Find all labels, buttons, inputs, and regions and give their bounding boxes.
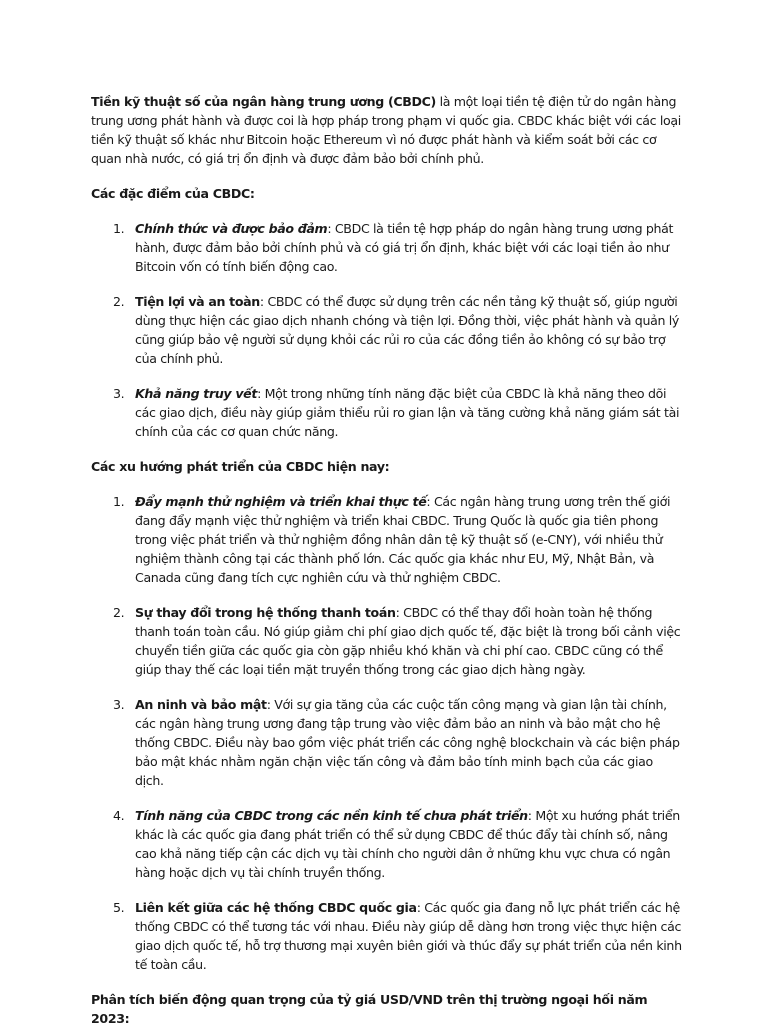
intro-term: Tiền kỹ thuật số của ngân hàng trung ương (CBDC)	[91, 94, 436, 109]
intro-text: là một loại tiền tệ điện tử do ngân hàng trung ương phát hành và được coi là hợp pháp trong phạm vi quốc gia. CBDC khác biệt với các loại tiền kỹ thuật số khác như Bitcoin hoặc Ethereum vì nó được phát hành và kiểm soát bởi các cơ quan nhà nước, có giá trị ổn định và được đảm bảo bởi chính phủ.	[91, 94, 681, 166]
list-item-text: : Một xu hướng phát triển khác là các quốc gia đang phát triển có thể sử dụng CBDC để thúc đẩy tài chính số, nâng cao khả năng tiếp cận các dịch vụ tài chính cho người dân ở những khu vực chưa có ngân hàng hoặc dịch vụ tài chính truyền thống.	[135, 808, 680, 880]
list-item-term: Liên kết giữa các hệ thống CBDC quốc gia	[135, 900, 417, 915]
list-number: 2.	[113, 294, 125, 309]
list-item	[91, 492, 684, 587]
trends-list	[91, 492, 684, 974]
list-number: 3.	[113, 697, 125, 712]
section-heading-characteristics: Các đặc điểm của CBDC:	[91, 186, 255, 201]
list-item-term: Sự thay đổi trong hệ thống thanh toán	[135, 605, 396, 620]
list-number: 5.	[113, 900, 125, 915]
list-item-term: An ninh và bảo mật	[135, 697, 267, 712]
list-item-term: Đẩy mạnh thử nghiệm và triển khai thực tế	[135, 494, 427, 509]
list-item-term: Chính thức và được bảo đảm	[135, 221, 328, 236]
list-number: 1.	[113, 494, 125, 509]
list-item	[91, 603, 684, 679]
list-number: 2.	[113, 605, 125, 620]
list-number: 1.	[113, 221, 125, 236]
list-item-text: : CBDC có thể thay đổi hoàn toàn hệ thống thanh toán toàn cầu. Nó giúp giảm chi phí giao dịch quốc tế, đặc biệt là trong bối cảnh việc chuyển tiền giữa các quốc gia còn gặp nhiều khó khăn và chi phí cao. CBDC cũng có thể giúp thay thế các loại tiền mặt truyền thống trong các giao dịch hàng ngày.	[135, 605, 681, 677]
list-item	[91, 292, 684, 368]
list-number: 3.	[113, 386, 125, 401]
list-item-text: : Với sự gia tăng của các cuộc tấn công mạng và gian lận tài chính, các ngân hàng trung ương đang tập trung vào việc đảm bảo an ninh và bảo mật cho hệ thống CBDC. Điều này bao gồm việc phát triển các công nghệ blockchain và các biện pháp bảo mật khác nhằm ngăn chặn việc tấn công và đảm bảo tính minh bạch của các giao dịch.	[135, 697, 680, 788]
list-item	[91, 384, 684, 441]
list-item-text: : Một trong những tính năng đặc biệt của CBDC là khả năng theo dõi các giao dịch, điều này giúp giảm thiểu rủi ro gian lận và tăng cường khả năng giám sát tài chính của các cơ quan chức năng.	[135, 386, 680, 439]
list-item-text: : Các quốc gia đang nỗ lực phát triển các hệ thống CBDC có thể tương tác với nhau. Điều này giúp dễ dàng hơn trong việc thực hiện các giao dịch quốc tế, hỗ trợ thương mại xuyên biên giới và thúc đẩy sự phát triển của nền kinh tế toàn cầu.	[135, 900, 682, 972]
list-item	[91, 695, 684, 790]
list-number: 4.	[113, 808, 125, 823]
list-item-text: : CBDC là tiền tệ hợp pháp do ngân hàng trung ương phát hành, được đảm bảo bởi chính phủ và có giá trị ổn định, khác biệt với các loại tiền ảo như Bitcoin vốn có tính biến động cao.	[135, 221, 674, 274]
list-item	[91, 898, 684, 974]
section-heading-usd-vnd: Phân tích biến động quan trọng của tỷ giá USD/VND trên thị trường ngoại hối năm 2023:	[91, 992, 648, 1026]
list-item-term: Khả năng truy vết	[135, 386, 258, 401]
section-heading-trends: Các xu hướng phát triển của CBDC hiện nay:	[91, 459, 390, 474]
list-item	[91, 219, 684, 276]
list-item-term: Tiện lợi và an toàn	[135, 294, 260, 309]
list-item-text: : CBDC có thể được sử dụng trên các nền tảng kỹ thuật số, giúp người dùng thực hiện các giao dịch nhanh chóng và tiện lợi. Đồng thời, việc phát hành và quản lý cũng giúp bảo vệ người sử dụng khỏi các rủi ro của các đồng tiền ảo không có sự bảo trợ của chính phủ.	[135, 294, 679, 366]
intro-paragraph	[91, 92, 684, 168]
list-item-term: Tính năng của CBDC trong các nền kinh tế chưa phát triển	[135, 808, 528, 823]
characteristics-list	[91, 219, 684, 441]
list-item	[91, 806, 684, 882]
list-item-text: : Các ngân hàng trung ương trên thế giới đang đẩy mạnh việc thử nghiệm và triển khai CBDC. Trung Quốc là quốc gia tiên phong trong việc phát triển và thử nghiệm đồng nhân dân tệ kỹ thuật số (e-CNY), với nhiều thử nghiệm thành công tại các thành phố lớn. Các quốc gia khác như EU, Mỹ, Nhật Bản, và Canada cũng đang tích cực nghiên cứu và thử nghiệm CBDC.	[135, 494, 671, 585]
